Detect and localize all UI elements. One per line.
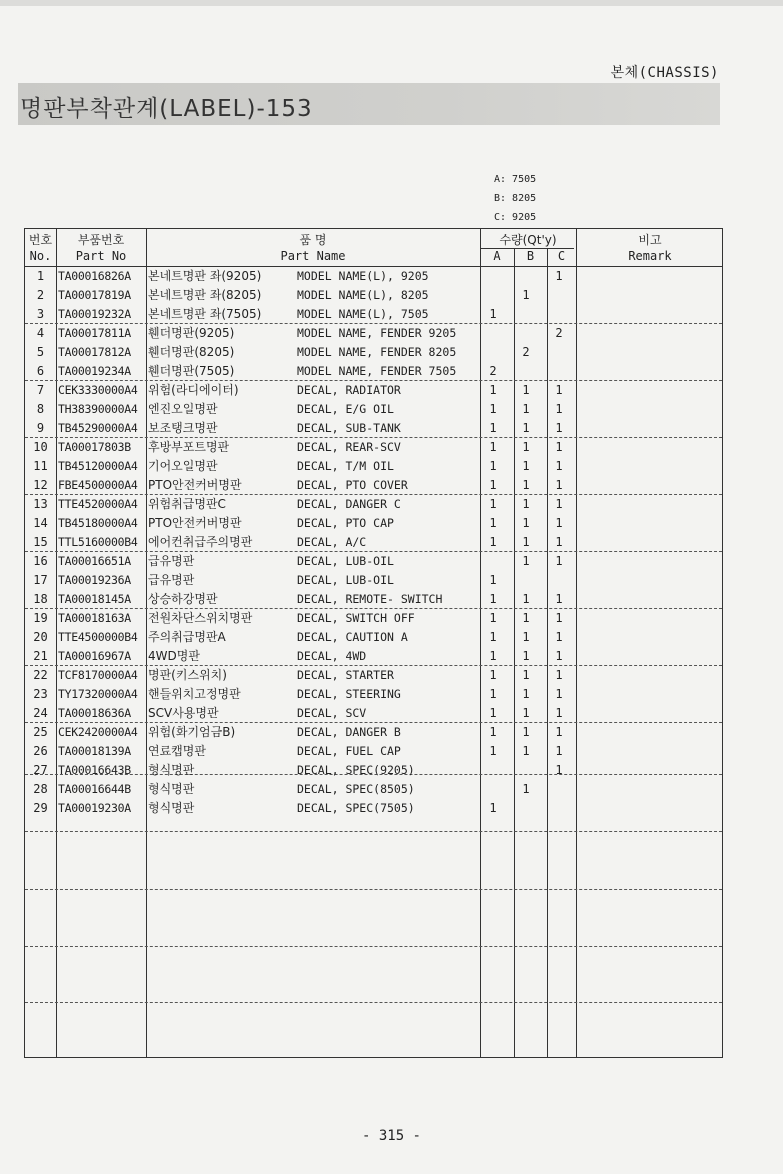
part-name-en: DECAL, DANGER C [297, 497, 401, 511]
qty-c: 2 [555, 326, 563, 340]
qty-b: 1 [522, 459, 530, 473]
part-name-en: DECAL, PTO CAP [297, 516, 394, 530]
qty-a: 1 [489, 535, 497, 549]
part-number: TTE4500000B4 [58, 630, 138, 644]
model-legend-b: B: 8205 [494, 193, 537, 204]
qty-c: 1 [555, 611, 563, 625]
qty-a: 1 [489, 516, 497, 530]
qty-b: 1 [522, 744, 530, 758]
part-number: TA00018163A [58, 611, 131, 625]
part-number: TH38390000A4 [58, 402, 138, 416]
part-name-ko: 급유명판 [148, 573, 195, 587]
part-name-en: DECAL, SUB-TANK [297, 421, 401, 435]
row-number: 27 [33, 763, 48, 777]
table-row [25, 457, 724, 476]
part-number: FBE4500000A4 [58, 478, 138, 492]
header-no-en: No. [29, 249, 52, 263]
part-name-en: MODEL NAME, FENDER 9205 [297, 326, 457, 340]
qty-a: 1 [489, 497, 497, 511]
part-number: TA00017803B [58, 440, 131, 454]
part-name-ko: 형식명판 [148, 801, 195, 815]
qty-c: 1 [555, 649, 563, 663]
qty-a: 1 [489, 668, 497, 682]
header-qty: 수량(Qt'y) [499, 233, 557, 247]
table-row [25, 799, 724, 818]
table-row [25, 590, 724, 609]
part-name-ko: 엔진오일명판 [148, 402, 218, 416]
row-number: 15 [33, 535, 48, 549]
page-top-edge [0, 0, 783, 6]
qty-b: 2 [522, 345, 530, 359]
row-number: 17 [33, 573, 48, 587]
part-name-ko: 휀더명판(7505) [148, 364, 235, 378]
qty-c: 1 [555, 668, 563, 682]
part-number: TA00019236A [58, 573, 131, 587]
table-row [25, 343, 724, 362]
part-name-en: DECAL, REAR-SCV [297, 440, 401, 454]
qty-c: 1 [555, 592, 563, 606]
table-body [25, 267, 724, 818]
part-name-ko: 핸들위치고정명판 [148, 687, 241, 701]
part-number: TA00016826A [58, 269, 131, 283]
qty-a: 1 [489, 573, 497, 587]
part-number: TTL5160000B4 [58, 535, 138, 549]
header-name-en: Part Name [280, 249, 346, 263]
qty-b: 1 [522, 706, 530, 720]
qty-a: 1 [489, 744, 497, 758]
table-row [25, 571, 724, 590]
part-name-ko: 형식명판 [148, 782, 195, 796]
header-qty-b: B [526, 249, 535, 263]
table-row [25, 761, 724, 780]
part-name-en: DECAL, PTO COVER [297, 478, 408, 492]
table-row [25, 514, 724, 533]
part-number: TB45180000A4 [58, 516, 138, 530]
table-row [25, 381, 724, 400]
row-number: 4 [36, 326, 45, 340]
qty-c: 1 [555, 744, 563, 758]
table-row [25, 305, 724, 324]
part-name-ko: 상승하강명판 [148, 592, 218, 606]
row-number: 24 [33, 706, 48, 720]
table-row [25, 438, 724, 457]
qty-a: 1 [489, 459, 497, 473]
qty-a: 1 [489, 687, 497, 701]
table-row [25, 780, 724, 799]
part-number: TB45290000A4 [58, 421, 138, 435]
row-number: 19 [33, 611, 48, 625]
part-name-en: DECAL, LUB-OIL [297, 554, 394, 568]
part-name-ko: 연료캡명판 [148, 744, 206, 758]
qty-a: 2 [489, 364, 497, 378]
qty-a: 1 [489, 307, 497, 321]
qty-a: 1 [489, 592, 497, 606]
qty-a: 1 [489, 402, 497, 416]
part-name-en: DECAL, STEERING [297, 687, 401, 701]
qty-c: 1 [555, 763, 563, 777]
part-name-ko: 위험(화기엄금B) [148, 725, 236, 739]
row-number: 6 [36, 364, 45, 378]
model-legend-c: C: 9205 [494, 212, 537, 223]
part-number: TY17320000A4 [58, 687, 138, 701]
part-number: TA00016967A [58, 649, 131, 663]
qty-c: 1 [555, 459, 563, 473]
row-number: 25 [33, 725, 48, 739]
part-number: TA00018139A [58, 744, 131, 758]
parts-table [24, 228, 723, 1058]
part-name-ko: 보조탱크명판 [148, 421, 218, 435]
row-number: 11 [33, 459, 48, 473]
table-row [25, 552, 724, 571]
qty-a: 1 [489, 383, 497, 397]
table-row [25, 723, 724, 742]
table-row [25, 742, 724, 761]
table-row [25, 495, 724, 514]
qty-b: 1 [522, 782, 530, 796]
part-number: TA00016643B [58, 763, 131, 777]
qty-c: 1 [555, 269, 563, 283]
row-number: 23 [33, 687, 48, 701]
part-name-en: DECAL, SCV [297, 706, 367, 720]
part-name-ko: 급유명판 [148, 554, 195, 568]
part-name-ko: 휀더명판(9205) [148, 326, 235, 340]
qty-b: 1 [522, 478, 530, 492]
row-number: 14 [33, 516, 48, 530]
qty-b: 1 [522, 440, 530, 454]
part-number: TA00018145A [58, 592, 131, 606]
part-name-en: DECAL, T/M OIL [297, 459, 394, 473]
part-name-ko: 위험(라디에이터) [148, 383, 239, 397]
row-number: 16 [33, 554, 48, 568]
qty-a: 1 [489, 725, 497, 739]
qty-c: 1 [555, 478, 563, 492]
part-name-ko: 에어컨취급주의명판 [148, 535, 253, 549]
table-row [25, 666, 724, 685]
part-number: CEK3330000A4 [58, 383, 138, 397]
model-legend [494, 170, 536, 227]
table-row [25, 704, 724, 723]
part-name-en: DECAL, 4WD [297, 649, 367, 663]
part-name-en: DECAL, CAUTION A [297, 630, 408, 644]
table-row [25, 533, 724, 552]
qty-b: 1 [522, 516, 530, 530]
header-name-ko: 품 명 [299, 233, 327, 247]
qty-c: 1 [555, 630, 563, 644]
part-number: TA00019230A [58, 801, 131, 815]
part-number: TCF8170000A4 [58, 668, 138, 682]
header-remark-en: Remark [628, 249, 672, 263]
row-number: 10 [33, 440, 48, 454]
part-name-en: DECAL, REMOTE- SWITCH [297, 592, 443, 606]
part-name-en: DECAL, A/C [297, 535, 367, 549]
part-name-ko: 휀더명판(8205) [148, 345, 235, 359]
part-name-en: DECAL, SPEC(9205) [297, 763, 415, 777]
row-number: 18 [33, 592, 48, 606]
part-number: TA00018636A [58, 706, 131, 720]
row-number: 13 [33, 497, 48, 511]
qty-b: 1 [522, 383, 530, 397]
part-name-en: MODEL NAME(L), 7505 [297, 307, 429, 321]
qty-c: 1 [555, 421, 563, 435]
header-remark-ko: 비고 [638, 233, 662, 247]
part-name-en: DECAL, SWITCH OFF [297, 611, 415, 625]
header-no-ko: 번호 [28, 233, 53, 247]
qty-a: 1 [489, 440, 497, 454]
qty-c: 1 [555, 440, 563, 454]
part-number: TA00017811A [58, 326, 131, 340]
table-row [25, 476, 724, 495]
part-name-ko: PTO안전커버명판 [148, 516, 242, 530]
part-name-ko: 본네트명판 좌(7505) [148, 307, 262, 321]
table-row [25, 419, 724, 438]
header-qty-c: C [557, 249, 566, 263]
row-number: 29 [33, 801, 48, 815]
part-number: TA00017812A [58, 345, 131, 359]
header-qty-a: A [493, 249, 501, 263]
qty-a: 1 [489, 801, 497, 815]
qty-c: 1 [555, 383, 563, 397]
part-number: TTE4520000A4 [58, 497, 138, 511]
table-row [25, 286, 724, 305]
row-number: 2 [36, 288, 45, 302]
qty-a: 1 [489, 478, 497, 492]
qty-c: 1 [555, 497, 563, 511]
part-name-en: DECAL, DANGER B [297, 725, 401, 739]
qty-b: 1 [522, 649, 530, 663]
part-name-ko: 주의취급명판A [148, 630, 226, 644]
qty-c: 1 [555, 402, 563, 416]
part-name-ko: 명판(키스위치) [148, 668, 227, 682]
part-name-ko: 기어오일명판 [148, 459, 218, 473]
qty-a: 1 [489, 421, 497, 435]
row-number: 22 [33, 668, 48, 682]
part-name-en: DECAL, SPEC(7505) [297, 801, 415, 815]
row-number: 21 [33, 649, 48, 663]
row-number: 28 [33, 782, 48, 796]
part-number: TA00017819A [58, 288, 131, 302]
row-number: 1 [36, 269, 45, 283]
qty-b: 1 [522, 421, 530, 435]
qty-b: 1 [522, 554, 530, 568]
qty-c: 1 [555, 516, 563, 530]
part-name-ko: 전원차단스위치명판 [148, 611, 253, 625]
table-row [25, 609, 724, 628]
qty-a: 1 [489, 706, 497, 720]
qty-b: 1 [522, 668, 530, 682]
qty-c: 1 [555, 554, 563, 568]
row-number: 9 [36, 421, 45, 435]
qty-c: 1 [555, 535, 563, 549]
row-number: 26 [33, 744, 48, 758]
qty-b: 1 [522, 402, 530, 416]
part-name-en: MODEL NAME(L), 9205 [297, 269, 429, 283]
part-number: TB45120000A4 [58, 459, 138, 473]
part-name-ko: 후방부포트명판 [148, 440, 230, 454]
qty-a: 1 [489, 649, 497, 663]
part-name-en: DECAL, SPEC(8505) [297, 782, 415, 796]
table-row [25, 628, 724, 647]
qty-b: 1 [522, 535, 530, 549]
table-row [25, 267, 724, 286]
part-name-ko: 4WD명판 [148, 649, 200, 663]
part-number: CEK2420000A4 [58, 725, 138, 739]
part-name-en: MODEL NAME, FENDER 8205 [297, 345, 457, 359]
qty-b: 1 [522, 630, 530, 644]
part-number: TA00019232A [58, 307, 131, 321]
part-name-en: MODEL NAME, FENDER 7505 [297, 364, 457, 378]
part-name-en: DECAL, FUEL CAP [297, 744, 401, 758]
part-number: TA00019234A [58, 364, 131, 378]
page-title: 명판부착관계(LABEL)-153 [20, 96, 313, 122]
row-number: 20 [33, 630, 48, 644]
row-number: 7 [36, 383, 45, 397]
row-number: 3 [36, 307, 45, 321]
qty-a: 1 [489, 630, 497, 644]
part-name-en: DECAL, STARTER [297, 668, 394, 682]
table-row [25, 324, 724, 343]
part-name-ko: 본네트명판 좌(9205) [148, 269, 262, 283]
table-row [25, 362, 724, 381]
qty-a: 1 [489, 611, 497, 625]
part-name-ko: 위험취급명판C [148, 497, 226, 511]
part-name-en: DECAL, LUB-OIL [297, 573, 394, 587]
model-legend-a: A: 7505 [494, 174, 537, 185]
table-row [25, 685, 724, 704]
qty-c: 1 [555, 725, 563, 739]
part-name-ko: 형식명판 [148, 763, 195, 777]
row-number: 12 [33, 478, 48, 492]
qty-b: 1 [522, 687, 530, 701]
qty-b: 1 [522, 725, 530, 739]
part-number: TA00016644B [58, 782, 131, 796]
qty-b: 1 [522, 288, 530, 302]
row-number: 5 [36, 345, 45, 359]
part-name-en: MODEL NAME(L), 8205 [297, 288, 429, 302]
qty-c: 1 [555, 706, 563, 720]
table-row [25, 647, 724, 666]
section-label: 본체(CHASSIS) [610, 65, 719, 81]
qty-b: 1 [522, 611, 530, 625]
part-name-ko: PTO안전커버명판 [148, 478, 242, 492]
qty-b: 1 [522, 592, 530, 606]
table-row [25, 400, 724, 419]
part-name-ko: 본네트명판 좌(8205) [148, 288, 262, 302]
part-name-en: DECAL, E/G OIL [297, 402, 394, 416]
part-name-en: DECAL, RADIATOR [297, 383, 401, 397]
header-part-en: Part No [75, 249, 127, 263]
part-name-ko: SCV사용명판 [148, 706, 219, 720]
row-number: 8 [36, 402, 45, 416]
part-number: TA00016651A [58, 554, 131, 568]
qty-b: 1 [522, 497, 530, 511]
header-part-ko: 부품번호 [77, 233, 125, 247]
page-number: - 315 - [361, 1128, 421, 1144]
qty-c: 1 [555, 687, 563, 701]
